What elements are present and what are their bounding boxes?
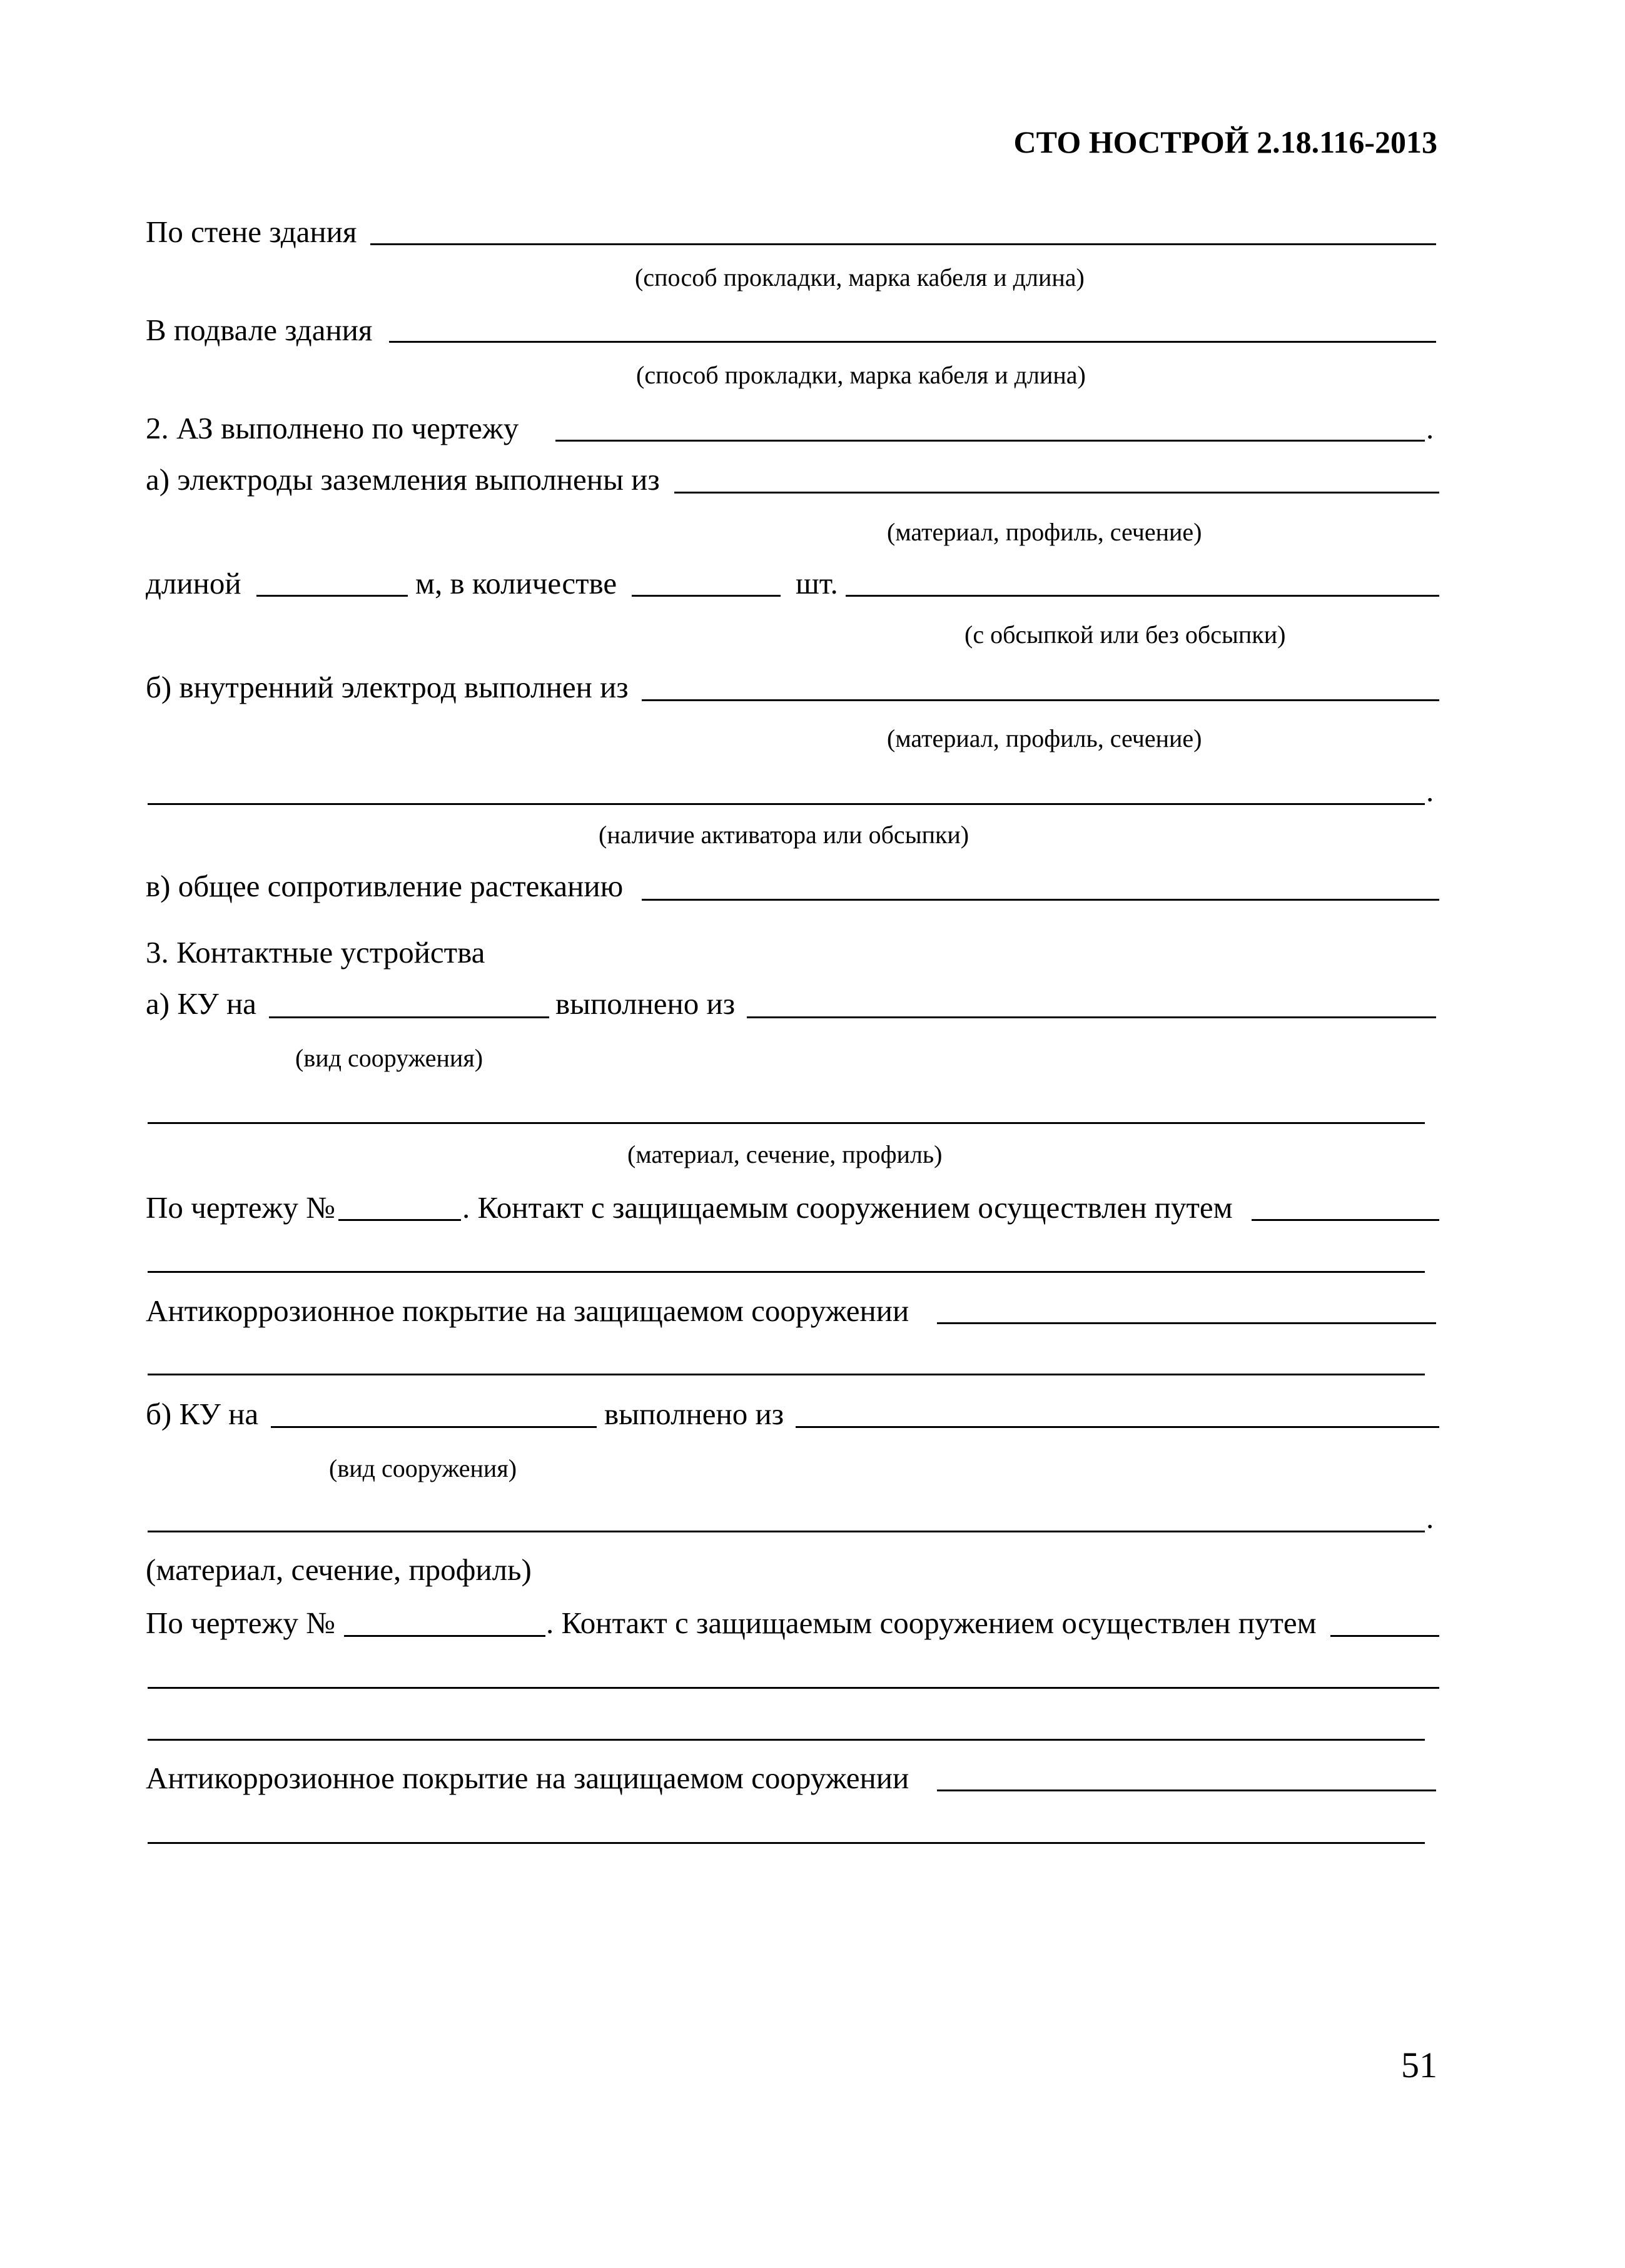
electrodes-field[interactable] [674, 492, 1439, 494]
inner-electrode-caption: (материал, профиль, сечение) [887, 724, 1202, 752]
ku-a-material-line[interactable] [148, 1122, 1425, 1124]
ku-a-structure-caption: (вид сооружения) [295, 1044, 483, 1072]
az-drawing-label: 2. АЗ выполнено по чертежу [146, 411, 519, 445]
ku-a-structure-field[interactable] [269, 1016, 549, 1018]
activator-end: . [1426, 774, 1434, 808]
drawing-b-method-field[interactable] [1330, 1635, 1439, 1637]
coating-a-label: Антикоррозионное покрытие на защищаемом сооружении [146, 1293, 909, 1328]
contact-devices-heading: 3. Контактные устройства [146, 935, 485, 969]
az-drawing-field[interactable] [555, 440, 1425, 442]
resistance-field[interactable] [642, 899, 1439, 901]
wall-label: По стене здания [146, 215, 357, 249]
az-drawing-end: . [1426, 411, 1434, 445]
drawing-a-number-field[interactable] [338, 1219, 461, 1221]
quantity-field[interactable] [632, 595, 781, 597]
drawing-a-contact-label: . Контакт с защищаемым сооружением осуществлен путем [462, 1190, 1233, 1225]
ku-b-label: б) КУ на [146, 1397, 259, 1431]
wall-field[interactable] [370, 243, 1436, 245]
ku-b-structure-field[interactable] [271, 1426, 597, 1428]
length-field[interactable] [256, 595, 408, 597]
length-label: длиной [146, 566, 241, 600]
quantity-label: м, в количестве [415, 566, 617, 600]
wall-caption: (способ прокладки, марка кабеля и длина) [635, 263, 1085, 291]
ku-a-made-label: выполнено из [555, 986, 736, 1021]
drawing-b-contact-label: . Контакт с защищаемым сооружением осуществлен путем [546, 1606, 1317, 1640]
backfill-field[interactable] [846, 595, 1439, 597]
ku-a-label: а) КУ на [146, 986, 256, 1021]
ku-b-material-caption: (материал, сечение, профиль) [146, 1552, 532, 1587]
inner-electrode-field[interactable] [642, 699, 1439, 701]
coating-b-line[interactable] [148, 1842, 1425, 1844]
basement-label: В подвале здания [146, 313, 373, 347]
inner-electrode-label: б) внутренний электрод выполнен из [146, 670, 629, 704]
document-code: СТО НОСТРОЙ 2.18.116-2013 [1013, 124, 1437, 159]
ku-b-material-field[interactable] [796, 1426, 1439, 1428]
electrodes-label: а) электроды заземления выполнены из [146, 462, 660, 497]
drawing-b-method-line-2[interactable] [148, 1739, 1425, 1741]
coating-a-line[interactable] [148, 1374, 1425, 1375]
drawing-b-number-field[interactable] [344, 1635, 545, 1637]
drawing-b-label: По чертежу № [146, 1606, 335, 1640]
basement-field[interactable] [389, 341, 1436, 343]
drawing-a-method-line[interactable] [148, 1271, 1425, 1273]
drawing-a-label: По чертежу № [146, 1190, 335, 1225]
page-number: 51 [1401, 2045, 1437, 2085]
coating-b-label: Антикоррозионное покрытие на защищаемом сооружении [146, 1761, 909, 1795]
ku-b-made-label: выполнено из [604, 1397, 784, 1431]
coating-a-field[interactable] [937, 1322, 1436, 1324]
activator-caption: (наличие активатора или обсыпки) [599, 821, 969, 849]
activator-field[interactable] [148, 803, 1425, 805]
backfill-caption: (с обсыпкой или без обсыпки) [964, 620, 1286, 649]
pieces-label: шт. [796, 566, 838, 600]
ku-b-end: . [1426, 1501, 1434, 1535]
drawing-a-method-field[interactable] [1252, 1219, 1439, 1221]
drawing-b-method-line-1[interactable] [148, 1687, 1439, 1689]
ku-a-material-caption: (материал, сечение, профиль) [627, 1140, 943, 1168]
electrodes-caption: (материал, профиль, сечение) [887, 518, 1202, 546]
basement-caption: (способ прокладки, марка кабеля и длина) [636, 361, 1086, 389]
ku-a-material-field[interactable] [747, 1016, 1436, 1018]
coating-b-field[interactable] [937, 1790, 1436, 1791]
ku-b-material-line[interactable] [148, 1531, 1425, 1532]
ku-b-structure-caption: (вид сооружения) [329, 1454, 517, 1482]
resistance-label: в) общее сопротивление растеканию [146, 869, 624, 903]
